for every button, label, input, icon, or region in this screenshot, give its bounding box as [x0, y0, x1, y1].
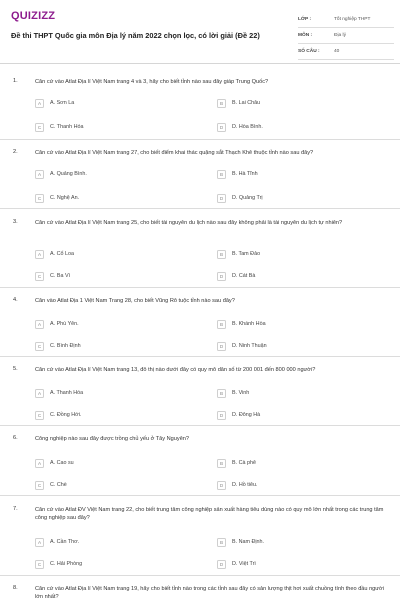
option-letter-box: C — [35, 342, 44, 351]
option-letter-box: D — [217, 194, 226, 203]
question-number: 8. — [13, 585, 18, 591]
question-number: 6. — [13, 435, 18, 441]
option-letter-box: B — [217, 320, 226, 329]
option-letter-box: C — [35, 560, 44, 569]
question-divider — [0, 208, 400, 209]
option-b[interactable] — [217, 319, 266, 329]
option-letter-box: D — [217, 481, 226, 490]
option-letter-box: B — [217, 538, 226, 547]
option-b[interactable] — [217, 537, 264, 547]
option-letter-box: D — [217, 123, 226, 132]
option-c[interactable] — [35, 122, 83, 132]
option-b[interactable] — [217, 169, 258, 179]
meta-value-class: Tốt nghiệp THPT — [334, 17, 371, 22]
option-a[interactable] — [35, 388, 83, 398]
option-text: B. Nam Định. — [232, 539, 265, 545]
option-d[interactable] — [217, 559, 256, 569]
option-text: C. Thanh Hóa — [50, 124, 84, 130]
option-c[interactable] — [35, 410, 81, 420]
option-d[interactable] — [217, 480, 257, 490]
question-number: 4. — [13, 297, 18, 303]
option-text: C. Đồng Hới. — [50, 412, 82, 418]
option-letter-box: D — [217, 272, 226, 281]
meta-label-count: SỐ CÂU : — [298, 49, 320, 54]
quizizz-logo[interactable]: QUIZIZZ — [11, 10, 56, 22]
question-number: 7. — [13, 506, 18, 512]
option-letter-box: A — [35, 389, 44, 398]
option-text: D. Cát Bà — [232, 273, 256, 279]
option-text: C. Nghệ An. — [50, 195, 80, 201]
question-text: Căn cứ vào Atlat Địa lí Việt Nam trang 19, hãy cho biết tỉnh nào trong các tỉnh sau đây có sản lượng thịt hơi xuất chuồng tính theo đầu người lớn nhất? — [35, 586, 384, 601]
option-text: B. Vinh — [232, 390, 250, 396]
option-a[interactable] — [35, 169, 87, 179]
header-divider — [0, 63, 400, 64]
question-divider — [0, 356, 400, 357]
option-text: B. Khánh Hòa — [232, 321, 266, 327]
question-text: Căn cứ vào Atlat ĐV Việt Nam trang 22, cho biết trung tâm công nghiệp sản xuất hàng tiêu dùng nào có quy mô lớn nhất trong các trung tâm công nghiệp sau đây? — [35, 507, 384, 522]
option-letter-box: B — [217, 389, 226, 398]
option-letter-box: A — [35, 538, 44, 547]
question-text: Căn vào Atlat Địa 1 Việt Nam Trang 28, cho biết Vũng Rô tuộc tỉnh nào sau đây? — [35, 298, 235, 304]
option-text: A. Cổ Loa — [50, 251, 74, 257]
meta-value-subject: Địa lý — [334, 33, 346, 38]
question-divider — [0, 425, 400, 426]
option-text: D. Quảng Trị — [232, 195, 263, 201]
option-letter-box: A — [35, 99, 44, 108]
option-letter-box: C — [35, 411, 44, 420]
option-a[interactable] — [35, 319, 79, 329]
question-text: Công nghiệp nào sau đây được trồng chủ yếu ở Tây Nguyên? — [35, 436, 190, 442]
option-letter-box: A — [35, 170, 44, 179]
option-text: D. Hồ tiêu. — [232, 482, 258, 488]
option-text: C. Ba Vì — [50, 273, 71, 279]
page-title: Đề thi THPT Quốc gia môn Địa lý năm 2022 chọn lọc, có lời giải (Đề 22) — [11, 31, 260, 40]
question-divider — [0, 575, 400, 576]
option-text: D. Việt Trì — [232, 561, 256, 567]
option-text: A. Cần Thơ. — [50, 539, 80, 545]
question-text: Căn cứ vào Atlat Địa lí Việt Nam trang 4 và 3, hãy cho biết tỉnh nào sau đây giáp Trung Quốc? — [35, 79, 269, 85]
option-letter-box: A — [35, 250, 44, 259]
question-text: Căn cứ vào Atlat Địa lí Việt Nam trang 27, cho biết điểm khai thác quặng sắt Thạch Khê thuộc tỉnh nào sau đây? — [35, 150, 314, 156]
option-b[interactable] — [217, 458, 256, 468]
option-d[interactable] — [217, 341, 267, 351]
option-letter-box: D — [217, 411, 226, 420]
option-b[interactable] — [217, 249, 260, 259]
option-d[interactable] — [217, 271, 255, 281]
option-text: D. Hòa Bình. — [232, 124, 263, 130]
meta-row-class — [298, 12, 394, 28]
option-c[interactable] — [35, 193, 79, 203]
option-text: A. Thanh Hóa — [50, 390, 84, 396]
option-text: D. Đông Hà — [232, 412, 261, 418]
meta-value-count: 40 — [334, 49, 340, 54]
question-divider — [0, 287, 400, 288]
meta-label-class: LỚP : — [298, 17, 312, 22]
option-d[interactable] — [217, 193, 263, 203]
option-b[interactable] — [217, 388, 249, 398]
option-d[interactable] — [217, 410, 260, 420]
option-b[interactable] — [217, 98, 260, 108]
option-text: B. Cà phê — [232, 460, 256, 466]
option-letter-box: A — [35, 320, 44, 329]
option-a[interactable] — [35, 458, 74, 468]
question-number: 5. — [13, 366, 18, 372]
meta-row-subject — [298, 28, 394, 44]
question-divider — [0, 139, 400, 140]
option-text: A. Cao su — [50, 460, 74, 466]
question-number: 1. — [13, 78, 18, 84]
option-text: B. Lai Châu — [232, 100, 261, 106]
option-letter-box: A — [35, 459, 44, 468]
question-number: 3. — [13, 219, 18, 225]
meta-label-subject: MÔN : — [298, 33, 313, 38]
option-text: D. Ninh Thuận — [232, 343, 267, 349]
option-letter-box: D — [217, 342, 226, 351]
question-number: 2. — [13, 149, 18, 155]
option-c[interactable] — [35, 341, 81, 351]
option-text: A. Phú Yên. — [50, 321, 79, 327]
option-text: C. Bình Định — [50, 343, 81, 349]
question-divider — [0, 495, 400, 496]
option-letter-box: C — [35, 123, 44, 132]
option-c[interactable] — [35, 559, 82, 569]
option-letter-box: B — [217, 99, 226, 108]
option-text: C. Chè — [50, 482, 67, 488]
question-text: Căn cứ vào Atlat Địa lí Việt Nam trang 13, đô thị nào dưới đây có quy mô dân số từ 200 001 đến 800 000 người? — [35, 367, 316, 373]
option-text: A. Sơn La — [50, 100, 75, 106]
option-letter-box: D — [217, 560, 226, 569]
option-c[interactable] — [35, 480, 67, 490]
option-text: B. Hà Tĩnh — [232, 171, 258, 177]
option-letter-box: C — [35, 481, 44, 490]
option-letter-box: B — [217, 459, 226, 468]
option-letter-box: B — [217, 250, 226, 259]
option-d[interactable] — [217, 122, 263, 132]
option-text: B. Tam Đảo — [232, 251, 261, 257]
meta-row-count — [298, 44, 394, 60]
option-letter-box: C — [35, 272, 44, 281]
meta-table — [298, 12, 394, 60]
option-a[interactable] — [35, 537, 79, 547]
option-text: C. Hải Phòng — [50, 561, 83, 567]
option-letter-box: C — [35, 194, 44, 203]
option-a[interactable] — [35, 98, 74, 108]
option-c[interactable] — [35, 271, 70, 281]
option-letter-box: B — [217, 170, 226, 179]
question-text: Căn cứ vào Atlat Địa lí Việt Nam trang 25, cho biết tài nguyên du lịch nào sau đây không phải là tài nguyên du lịch tự nhiên? — [35, 220, 343, 226]
option-text: A. Quảng Bình. — [50, 171, 87, 177]
option-a[interactable] — [35, 249, 74, 259]
